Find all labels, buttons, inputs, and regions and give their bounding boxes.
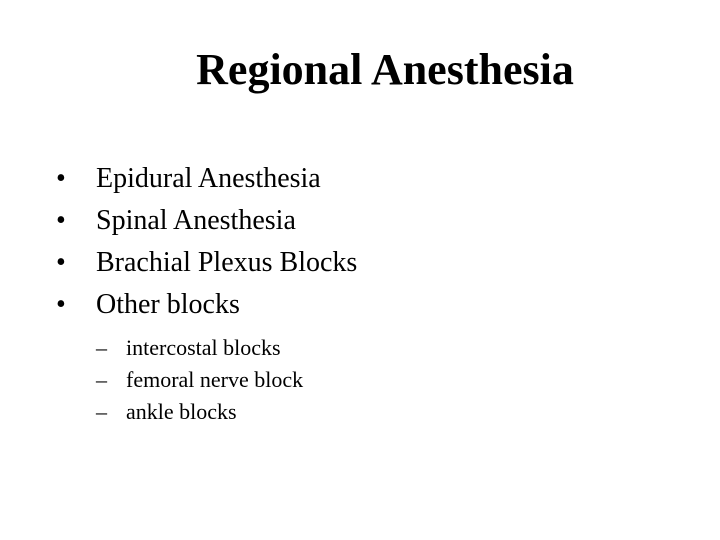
bullet-text: Other blocks (96, 289, 240, 320)
dash-marker: – (96, 335, 107, 360)
sub-bullet-item (96, 364, 303, 396)
bullet-list (56, 158, 357, 326)
bullet-item (56, 200, 357, 242)
bullet-marker: • (56, 163, 66, 194)
bullet-item (56, 158, 357, 200)
bullet-marker: • (56, 289, 66, 320)
sub-bullet-list (0, 332, 303, 428)
dash-marker: – (96, 367, 107, 392)
sub-bullet-item (96, 332, 303, 364)
bullet-text: Epidural Anesthesia (96, 163, 321, 194)
bullet-text: Spinal Anesthesia (96, 205, 296, 236)
sub-bullet-item (96, 396, 303, 428)
slide-title: Regional Anesthesia (196, 45, 574, 94)
bullet-text: Brachial Plexus Blocks (96, 247, 358, 278)
bullet-marker: • (56, 205, 66, 236)
sub-bullet-text: intercostal blocks (126, 335, 281, 360)
sub-bullet-text: ankle blocks (126, 399, 237, 424)
dash-marker: – (96, 399, 107, 424)
bullet-item (56, 284, 357, 326)
bullet-marker: • (56, 247, 66, 278)
bullet-item (56, 242, 357, 284)
sub-bullet-text: femoral nerve block (126, 367, 304, 392)
